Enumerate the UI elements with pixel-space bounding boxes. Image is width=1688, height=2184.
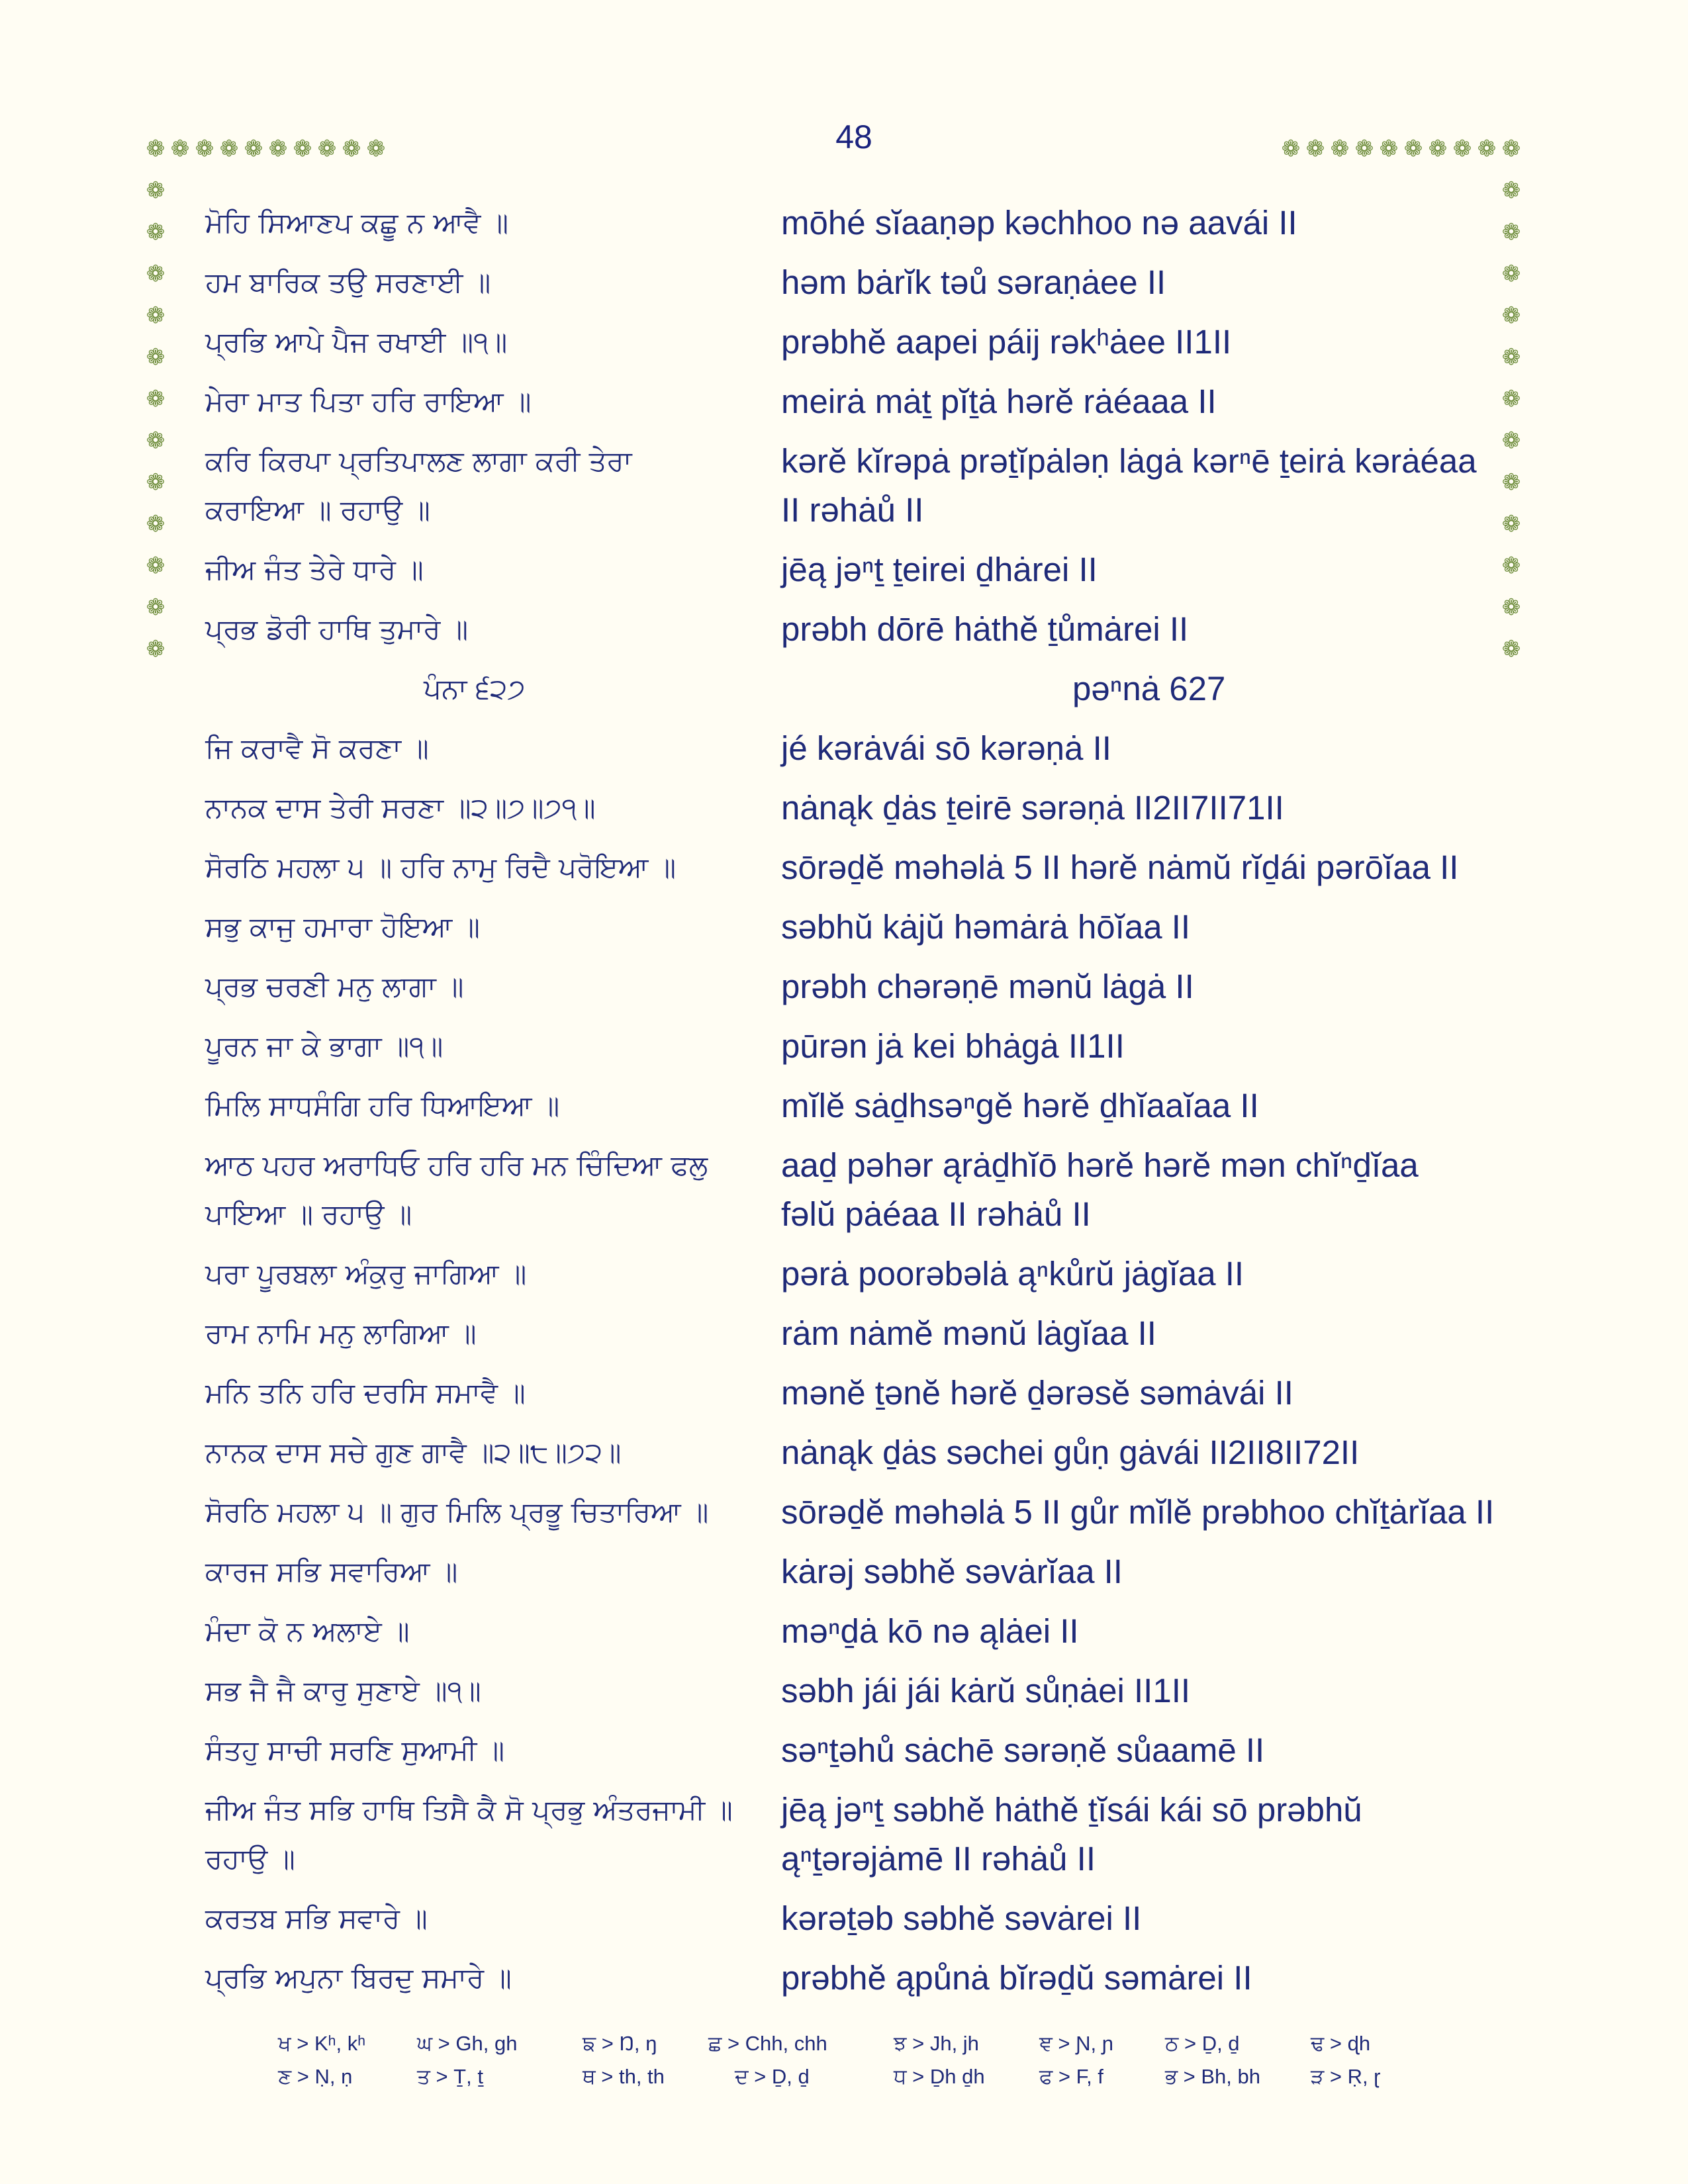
gurmukhi-text <box>205 318 761 367</box>
flower-ornament-icon: ❁ <box>1305 136 1325 162</box>
gurmukhi-line: ਮਿਲਿ ਸਾਧਸੰਗਿ ਹਰਿ ਧਿਆਇਆ ॥ <box>205 1089 560 1122</box>
flower-ornament-icon: ❁ <box>366 136 386 162</box>
transliteration-line: həm bȧrĭk təů səraṇȧee II <box>781 263 1166 301</box>
transliteration-line: rȧm nȧmĕ mənŭ lȧgĭaa II <box>781 1314 1156 1352</box>
transliteration-line: jēą jəⁿṯ ṯeirei ḏhȧrei II <box>781 551 1098 588</box>
legend-item: ਙ > Ŋ, ŋ <box>583 2032 657 2055</box>
flower-ornament-icon: ❁ <box>1354 136 1374 162</box>
gurmukhi-line: ਸਭ ਜੈ ਜੈ ਕਾਰੁ ਸੁਣਾਏ ॥੧॥ <box>205 1674 481 1707</box>
transliteration-line: meirȧ mȧṯ pĭṯȧ hərĕ rȧéaaa II <box>781 383 1217 420</box>
gurmukhi-line: ਮੋਹਿ ਸਿਆਣਪ ਕਛੂ ਨ ਆਵੈ ॥ <box>205 206 509 239</box>
legend-item: ਢ > ɖh <box>1311 2032 1371 2055</box>
legend-item: ਖ > Kʰ, kʰ <box>278 2032 366 2055</box>
flower-ornament-icon: ❁ <box>146 636 165 662</box>
transliteration-text <box>781 1022 1529 1071</box>
transliteration-line: prəbh dōrē hȧthĕ ṯůmȧrei II <box>781 610 1189 648</box>
transliteration-text <box>781 843 1529 892</box>
flower-ornament-icon: ❁ <box>146 428 165 454</box>
flower-ornament-icon: ❁ <box>219 136 239 162</box>
transliteration-text <box>781 605 1529 654</box>
gurmukhi-text <box>205 605 761 654</box>
gurmukhi-text <box>205 1428 761 1477</box>
legend-item: ਛ > Chh, chh <box>708 2032 827 2055</box>
legend-row <box>278 2032 1470 2065</box>
gurmukhi-text <box>205 1954 761 2003</box>
gurmukhi-text <box>205 903 761 952</box>
transliteration-text <box>781 545 1529 594</box>
transliteration-line: prəbhĕ aapei páij rəkʰȧee II1II <box>781 323 1232 361</box>
gurmukhi-text <box>205 843 761 892</box>
legend-row <box>278 2065 1470 2098</box>
flower-ornament-icon: ❁ <box>1501 344 1521 371</box>
gurmukhi-line: ਕਰਤਬ ਸਭਿ ਸਵਾਰੇ ॥ <box>205 1902 428 1934</box>
transliteration-text <box>781 437 1529 535</box>
transliteration-line-continued: fəlŭ pȧéaa II rəhȧů II <box>781 1195 1091 1233</box>
gurmukhi-line: ਮਨਿ ਤਨਿ ਹਰਿ ਦਰਸਿ ਸਮਾਵੈ ॥ <box>205 1377 526 1409</box>
gurmukhi-line: ਸੋਰਠਿ ਮਹਲਾ ੫ ॥ ਹਰਿ ਨਾਮੁ ਰਿਦੈ ਪਰੋਇਆ ॥ <box>205 851 677 884</box>
flower-ornament-icon: ❁ <box>317 136 337 162</box>
transliteration-line: sōrəḏĕ məhəlȧ 5 II hərĕ nȧmŭ rĭḏái pərōĭaa II <box>781 848 1459 886</box>
transliteration-line: pəⁿnȧ 627 <box>1072 670 1226 707</box>
transliteration-text <box>781 1726 1529 1775</box>
gurmukhi-line: ਹਮ ਬਾਰਿਕ ਤਉ ਸਰਣਾਈ ॥ <box>205 266 491 298</box>
flower-ornament-icon: ❁ <box>146 469 165 496</box>
flower-ornament-icon: ❁ <box>268 136 288 162</box>
transliteration-text <box>781 199 1529 248</box>
flower-ornament-icon: ❁ <box>342 136 361 162</box>
flower-ornament-icon: ❁ <box>146 553 165 579</box>
legend-item: ਫ > F, f <box>1039 2065 1103 2088</box>
gurmukhi-text <box>205 1022 761 1071</box>
legend-item: ਧ > Ḏh ḏh <box>894 2065 985 2088</box>
gurmukhi-line: ਨਾਨਕ ਦਾਸ ਤੇਰੀ ਸਰਣਾ ॥੨॥੭॥੭੧॥ <box>205 792 596 824</box>
transliteration-text <box>781 724 1529 773</box>
gurmukhi-text <box>205 784 761 833</box>
gurmukhi-line: ਕਰਿ ਕਿਰਪਾ ਪ੍ਰਤਿਪਾਲਣ ਲਾਗਾ ਕਰੀ ਤੇਰਾ <box>205 445 632 477</box>
gurmukhi-text <box>205 1786 761 1884</box>
flower-ornament-icon: ❁ <box>146 219 165 246</box>
transliteration-line: nȧnąk ḏȧs səchei gůṇ gȧvái II2II8II72II <box>781 1433 1360 1471</box>
legend-item: ਣ > Ṇ, ṇ <box>278 2065 353 2088</box>
transliteration-text <box>781 1786 1529 1884</box>
transliteration-line: prəbhĕ ąpůnȧ bĭrəḏŭ səmȧrei II <box>781 1959 1252 1997</box>
gurmukhi-line-continued: ਰਹਾਉ ॥ <box>205 1843 295 1875</box>
gurmukhi-line: ਪ੍ਰਭਿ ਅਪੁਨਾ ਬਿਰਦੁ ਸਮਾਰੇ ॥ <box>205 1962 512 1994</box>
gurmukhi-line: ਪ੍ਰਭ ਚਰਣੀ ਮਨੁ ਲਾਗਾ ॥ <box>205 970 464 1003</box>
transliteration-text <box>781 1547 1529 1596</box>
gurmukhi-line: ਪ੍ਰਭ ਡੋਰੀ ਹਾਥਿ ਤੁਮਾਰੇ ॥ <box>205 613 469 645</box>
gurmukhi-line: ਮੇਰਾ ਮਾਤ ਪਿਤਾ ਹਰਿ ਰਾਇਆ ॥ <box>205 385 532 418</box>
transliteration-text <box>781 1428 1529 1477</box>
flower-ornament-icon: ❁ <box>1501 469 1521 496</box>
transliteration-line: mənĕ ṯənĕ hərĕ ḏərəsĕ səmȧvái II <box>781 1374 1293 1412</box>
gurmukhi-line: ਨਾਨਕ ਦਾਸ ਸਚੇ ਗੁਣ ਗਾਵੈ ॥੨॥੮॥੭੨॥ <box>205 1436 622 1469</box>
flower-ornament-icon: ❁ <box>1403 136 1423 162</box>
flower-ornament-icon: ❁ <box>146 344 165 371</box>
gurmukhi-text <box>205 1141 761 1239</box>
flower-ornament-icon: ❁ <box>1501 302 1521 329</box>
gurmukhi-line: ਕਾਰਜ ਸਭਿ ਸਵਾਰਿਆ ॥ <box>205 1555 458 1588</box>
gurmukhi-line: ਜਿ ਕਰਾਵੈ ਸੋ ਕਰਣਾ ॥ <box>205 732 429 764</box>
gurmukhi-line: ਜੀਅ ਜੰਤ ਸਭਿ ਹਾਥਿ ਤਿਸੈ ਕੈ ਸੋ ਪ੍ਰਭੁ ਅੰਤਰਜਾਮੀ ॥ <box>205 1794 733 1826</box>
flower-ornament-icon: ❁ <box>1501 428 1521 454</box>
legend-item: ਤ > Ṯ, ṯ <box>417 2065 483 2088</box>
transliteration-text <box>781 1607 1529 1656</box>
transliteration-line: kȧrəj səbhĕ səvȧrĭaa II <box>781 1553 1123 1590</box>
gurmukhi-text <box>205 1726 761 1775</box>
flower-ornament-icon: ❁ <box>244 136 263 162</box>
legend-item: ਘ > Gh, gh <box>417 2032 518 2055</box>
transliteration-legend <box>278 2032 1470 2098</box>
flower-ornament-icon: ❁ <box>293 136 312 162</box>
transliteration-text <box>781 1369 1529 1418</box>
gurmukhi-text <box>205 545 761 594</box>
flower-ornament-icon: ❁ <box>1379 136 1399 162</box>
gurmukhi-line: ਸੋਰਠਿ ਮਹਲਾ ੫ ॥ ਗੁਰ ਮਿਲਿ ਪ੍ਰਭੂ ਚਿਤਾਰਿਆ ॥ <box>205 1496 709 1528</box>
transliteration-line-continued: II rəhȧů II <box>781 491 924 529</box>
gurmukhi-text <box>205 724 761 773</box>
gurmukhi-text <box>205 1488 761 1537</box>
gurmukhi-text <box>205 1309 761 1358</box>
gurmukhi-text <box>205 1894 761 1943</box>
transliteration-line: nȧnąk ḏȧs ṯeirē sərəṇȧ II2II7II71II <box>781 789 1284 827</box>
legend-item: ੜ > Ṛ, ɽ <box>1311 2065 1381 2088</box>
gurmukhi-line: ਸਭੁ ਕਾਜੁ ਹਮਾਰਾ ਹੋਇਆ ॥ <box>205 911 480 943</box>
transliteration-line-continued: ąⁿṯərəjȧmē II rəhȧů II <box>781 1840 1096 1878</box>
transliteration-line: səbh jái jái kȧrŭ sůṇȧei II1II <box>781 1672 1191 1709</box>
transliteration-text <box>781 1488 1529 1537</box>
flower-ornament-icon: ❁ <box>1501 219 1521 246</box>
transliteration-line: səbhŭ kȧjŭ həmȧrȧ hōĭaa II <box>781 908 1191 946</box>
gurmukhi-text <box>205 1081 761 1130</box>
transliteration-text <box>781 1309 1529 1358</box>
transliteration-text <box>781 903 1529 952</box>
transliteration-line: sōrəḏĕ məhəlȧ 5 II gůr mĭlĕ prəbhoo chĭṯȧrĭaa II <box>781 1493 1495 1531</box>
transliteration-line: aaḏ pəhər ąrȧḏhĭō hərĕ hərĕ mən chĭⁿḏĭaa <box>781 1146 1419 1184</box>
legend-item: ਝ > Jh, jh <box>894 2032 979 2055</box>
transliteration-line: kərĕ kĭrəpȧ prəṯĭpȧləṇ lȧgȧ kərⁿē ṯeirȧ kərȧéaa <box>781 442 1477 480</box>
transliteration-text <box>781 377 1529 426</box>
flower-ornament-icon: ❁ <box>146 136 165 162</box>
transliteration-text <box>781 1894 1529 1943</box>
gurmukhi-text <box>205 1250 761 1298</box>
transliteration-text <box>781 1081 1529 1130</box>
legend-item: ਦ > Ḏ, ḏ <box>735 2065 810 2088</box>
flower-ornament-icon: ❁ <box>146 261 165 287</box>
gurmukhi-line-continued: ਕਰਾਇਆ ॥ ਰਹਾਉ ॥ <box>205 494 430 526</box>
gurmukhi-line-continued: ਪਾਇਆ ॥ ਰਹਾਉ ॥ <box>205 1198 412 1230</box>
gurmukhi-line: ਰਾਮ ਨਾਮਿ ਮਨੁ ਲਾਗਿਆ ॥ <box>205 1317 477 1349</box>
transliteration-line: jēą jəⁿṯ səbhĕ hȧthĕ ṯĭsái kái sō prəbhŭ <box>781 1791 1362 1829</box>
transliteration-text <box>781 1141 1529 1239</box>
gurmukhi-line: ਪਰਾ ਪੂਰਬਲਾ ਅੰਕੁਰੁ ਜਾਗਿਆ ॥ <box>205 1257 527 1290</box>
gurmukhi-text <box>205 1369 761 1418</box>
transliteration-text <box>781 1666 1529 1715</box>
gurmukhi-line: ਪੂਰਨ ਜਾ ਕੇ ਭਾਗਾ ॥੧॥ <box>205 1030 444 1062</box>
flower-ornament-icon: ❁ <box>146 511 165 537</box>
transliteration-text <box>781 962 1529 1011</box>
gurmukhi-text <box>205 1666 761 1715</box>
legend-item: ਞ > Ɲ, ɲ <box>1039 2032 1113 2055</box>
transliteration-line: mĭlĕ sȧḏhsəⁿgĕ hərĕ ḏhĭaaĭaa II <box>781 1087 1259 1124</box>
page-marker-transliteration <box>1072 664 1688 713</box>
transliteration-text <box>781 1954 1529 2003</box>
gurmukhi-line: ਪ੍ਰਭਿ ਆਪੇ ਪੈਜ ਰਖਾਈ ॥੧॥ <box>205 326 508 358</box>
flower-ornament-icon: ❁ <box>1501 136 1521 162</box>
legend-item: ਠ > Ḏ, ḏ <box>1165 2032 1240 2055</box>
gurmukhi-line: ਪੰਨਾ ੬੨੭ <box>424 672 526 705</box>
flower-ornament-icon: ❁ <box>1452 136 1472 162</box>
flower-ornament-icon: ❁ <box>1501 177 1521 204</box>
flower-ornament-icon: ❁ <box>146 302 165 329</box>
flower-ornament-icon: ❁ <box>1501 594 1521 621</box>
flower-ornament-icon: ❁ <box>146 177 165 204</box>
gurmukhi-line: ਜੀਅ ਜੰਤ ਤੇਰੇ ਧਾਰੇ ॥ <box>205 553 424 586</box>
transliteration-text <box>781 784 1529 833</box>
page-number: 48 <box>835 118 872 156</box>
transliteration-line: prəbh chərəṇē mənŭ lȧgȧ II <box>781 968 1194 1005</box>
gurmukhi-text <box>205 437 761 535</box>
flower-ornament-icon: ❁ <box>1428 136 1448 162</box>
transliteration-line: səⁿṯəhů sȧchē sərəṇĕ sůaamē II <box>781 1731 1265 1769</box>
gurmukhi-text <box>205 258 761 307</box>
gurmukhi-line: ਸੰਤਹੁ ਸਾਚੀ ਸਰਣਿ ਸੁਆਮੀ ॥ <box>205 1734 505 1766</box>
flower-ornament-icon: ❁ <box>1501 553 1521 579</box>
legend-item: ਥ > th, th <box>583 2065 665 2088</box>
transliteration-line: kərəṯəb səbhĕ səvȧrei II <box>781 1899 1142 1937</box>
transliteration-line: mōhé sĭaaṇəp kəchhoo nə aavái II <box>781 204 1297 242</box>
gurmukhi-text <box>205 377 761 426</box>
flower-ornament-icon: ❁ <box>1330 136 1350 162</box>
transliteration-text <box>781 258 1529 307</box>
flower-ornament-icon: ❁ <box>1501 511 1521 537</box>
flower-ornament-icon: ❁ <box>1501 261 1521 287</box>
transliteration-text <box>781 318 1529 371</box>
flower-ornament-icon: ❁ <box>146 386 165 412</box>
flower-ornament-icon: ❁ <box>146 594 165 621</box>
page-marker-gurmukhi <box>424 664 980 713</box>
gurmukhi-line: ਮੰਦਾ ਕੋ ਨ ਅਲਾਏ ॥ <box>205 1615 410 1647</box>
gurmukhi-text <box>205 962 761 1011</box>
flower-ornament-icon: ❁ <box>1501 636 1521 662</box>
gurmukhi-text <box>205 1607 761 1656</box>
transliteration-text <box>781 1250 1529 1298</box>
transliteration-line: məⁿḏȧ kō nə ąlȧei II <box>781 1612 1079 1650</box>
flower-ornament-icon: ❁ <box>1477 136 1497 162</box>
flower-ornament-icon: ❁ <box>195 136 214 162</box>
flower-ornament-icon: ❁ <box>1501 386 1521 412</box>
transliteration-line: jé kərȧvái sō kərəṇȧ II <box>781 729 1111 767</box>
transliteration-line: pərȧ poorəbəlȧ ąⁿkůrŭ jȧgĭaa II <box>781 1255 1244 1293</box>
gurmukhi-text <box>205 199 761 248</box>
gurmukhi-text <box>205 1547 761 1596</box>
flower-ornament-icon: ❁ <box>1281 136 1301 162</box>
gurmukhi-line: ਆਠ ਪਹਰ ਅਰਾਧਿਓ ਹਰਿ ਹਰਿ ਮਨ ਚਿੰਦਿਆ ਫਲੁ <box>205 1149 708 1181</box>
transliteration-line: pūrən jȧ kei bhȧgȧ II1II <box>781 1027 1125 1065</box>
flower-ornament-icon: ❁ <box>170 136 190 162</box>
legend-item: ਭ > Bh, bh <box>1165 2065 1260 2088</box>
